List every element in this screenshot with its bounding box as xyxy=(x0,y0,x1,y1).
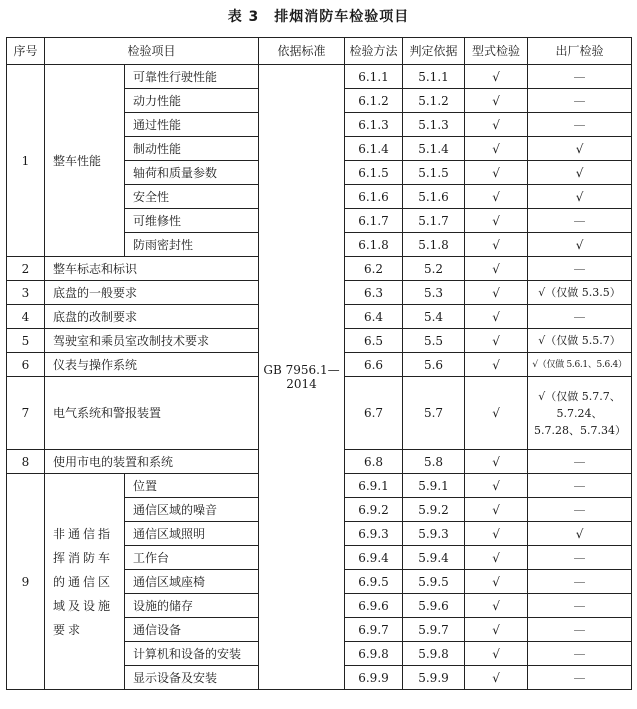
type-test-cell: √ xyxy=(465,474,528,498)
header-no: 序号 xyxy=(7,38,45,65)
factory-test-cell: — xyxy=(528,618,632,642)
method-cell: 6.4 xyxy=(345,305,403,329)
type-test-cell: √ xyxy=(465,522,528,546)
method-cell: 6.1.5 xyxy=(345,161,403,185)
basis-cell: 5.9.3 xyxy=(403,522,465,546)
item-cell: 安全性 xyxy=(125,185,259,209)
basis-cell: 5.1.1 xyxy=(403,65,465,89)
type-test-cell: √ xyxy=(465,594,528,618)
basis-cell: 5.9.7 xyxy=(403,618,465,642)
factory-test-cell: √ xyxy=(528,137,632,161)
method-cell: 6.1.3 xyxy=(345,113,403,137)
method-cell: 6.7 xyxy=(345,377,403,450)
method-cell: 6.2 xyxy=(345,257,403,281)
method-cell: 6.3 xyxy=(345,281,403,305)
basis-cell: 5.4 xyxy=(403,305,465,329)
item-cell: 显示设备及安装 xyxy=(125,666,259,690)
item-cell: 可维修性 xyxy=(125,209,259,233)
basis-cell: 5.1.2 xyxy=(403,89,465,113)
item-cell: 底盘的改制要求 xyxy=(45,305,259,329)
table-row xyxy=(7,65,632,89)
item-cell: 工作台 xyxy=(125,546,259,570)
type-test-cell: √ xyxy=(465,618,528,642)
table-title: 表 3 排烟消防车检验项目 xyxy=(227,9,410,25)
factory-test-cell: — xyxy=(528,642,632,666)
basis-cell: 5.1.3 xyxy=(403,113,465,137)
factory-test-cell: √（仅做 5.6.1、5.6.4） xyxy=(528,353,632,377)
type-test-cell: √ xyxy=(465,353,528,377)
type-test-cell: √ xyxy=(465,233,528,257)
method-cell: 6.9.9 xyxy=(345,666,403,690)
method-cell: 6.9.7 xyxy=(345,618,403,642)
basis-cell: 5.2 xyxy=(403,257,465,281)
item-cell: 位置 xyxy=(125,474,259,498)
factory-test-cell: √ xyxy=(528,522,632,546)
header-row xyxy=(7,38,632,65)
factory-test-cell: — xyxy=(528,113,632,137)
item-cell: 可靠性行驶性能 xyxy=(125,65,259,89)
method-cell: 6.5 xyxy=(345,329,403,353)
item-cell: 驾驶室和乘员室改制技术要求 xyxy=(45,329,259,353)
type-test-cell: √ xyxy=(465,666,528,690)
row-no: 8 xyxy=(7,450,45,474)
factory-test-cell: √ xyxy=(528,161,632,185)
method-cell: 6.9.3 xyxy=(345,522,403,546)
method-cell: 6.1.8 xyxy=(345,233,403,257)
factory-test-cell: — xyxy=(528,89,632,113)
item-cell: 通信区域座椅 xyxy=(125,570,259,594)
inspection-table xyxy=(6,37,632,690)
header-type-test: 型式检验 xyxy=(465,38,528,65)
item-cell: 计算机和设备的安装 xyxy=(125,642,259,666)
method-cell: 6.1.2 xyxy=(345,89,403,113)
basis-cell: 5.1.8 xyxy=(403,233,465,257)
basis-cell: 5.9.8 xyxy=(403,642,465,666)
type-test-cell: √ xyxy=(465,281,528,305)
type-test-cell: √ xyxy=(465,546,528,570)
item-cell: 通信设备 xyxy=(125,618,259,642)
factory-test-cell: — xyxy=(528,474,632,498)
type-test-cell: √ xyxy=(465,450,528,474)
item-cell: 防雨密封性 xyxy=(125,233,259,257)
method-cell: 6.1.1 xyxy=(345,65,403,89)
factory-test-cell: — xyxy=(528,666,632,690)
factory-test-cell: — xyxy=(528,570,632,594)
item-cell: 通信区域的噪音 xyxy=(125,498,259,522)
group-label: 非通信指挥消防车的通信区域及设施要求 xyxy=(45,474,125,690)
type-test-cell: √ xyxy=(465,65,528,89)
method-cell: 6.8 xyxy=(345,450,403,474)
factory-test-cell: — xyxy=(528,257,632,281)
item-cell: 轴荷和质量参数 xyxy=(125,161,259,185)
method-cell: 6.9.2 xyxy=(345,498,403,522)
header-factory-test: 出厂检验 xyxy=(528,38,632,65)
factory-test-cell: — xyxy=(528,450,632,474)
factory-test-cell: √（仅做 5.3.5） xyxy=(528,281,632,305)
factory-test-cell: √（仅做 5.7.7、5.7.24、5.7.28、5.7.34） xyxy=(528,377,632,450)
method-cell: 6.9.8 xyxy=(345,642,403,666)
row-no: 1 xyxy=(7,65,45,257)
item-cell: 仪表与操作系统 xyxy=(45,353,259,377)
item-cell: 通信区域照明 xyxy=(125,522,259,546)
factory-test-cell: √（仅做 5.5.7） xyxy=(528,329,632,353)
basis-cell: 5.5 xyxy=(403,329,465,353)
basis-cell: 5.9.2 xyxy=(403,498,465,522)
factory-test-cell: — xyxy=(528,546,632,570)
row-no: 3 xyxy=(7,281,45,305)
method-cell: 6.9.6 xyxy=(345,594,403,618)
item-cell: 整车标志和标识 xyxy=(45,257,259,281)
header-method: 检验方法 xyxy=(345,38,403,65)
basis-cell: 5.1.5 xyxy=(403,161,465,185)
type-test-cell: √ xyxy=(465,642,528,666)
method-cell: 6.6 xyxy=(345,353,403,377)
group-label: 整车性能 xyxy=(45,65,125,257)
factory-test-cell: √ xyxy=(528,233,632,257)
item-cell: 电气系统和警报装置 xyxy=(45,377,259,450)
header-item: 检验项目 xyxy=(45,38,259,65)
item-cell: 通过性能 xyxy=(125,113,259,137)
basis-cell: 5.1.6 xyxy=(403,185,465,209)
type-test-cell: √ xyxy=(465,377,528,450)
basis-cell: 5.9.5 xyxy=(403,570,465,594)
basis-cell: 5.9.4 xyxy=(403,546,465,570)
type-test-cell: √ xyxy=(465,185,528,209)
basis-cell: 5.1.7 xyxy=(403,209,465,233)
method-cell: 6.1.6 xyxy=(345,185,403,209)
row-no: 4 xyxy=(7,305,45,329)
basis-cell: 5.9.6 xyxy=(403,594,465,618)
basis-cell: 5.8 xyxy=(403,450,465,474)
item-cell: 使用市电的装置和系统 xyxy=(45,450,259,474)
item-cell: 设施的储存 xyxy=(125,594,259,618)
item-cell: 底盘的一般要求 xyxy=(45,281,259,305)
method-cell: 6.1.4 xyxy=(345,137,403,161)
type-test-cell: √ xyxy=(465,137,528,161)
basis-cell: 5.1.4 xyxy=(403,137,465,161)
row-no: 7 xyxy=(7,377,45,450)
type-test-cell: √ xyxy=(465,113,528,137)
type-test-cell: √ xyxy=(465,329,528,353)
row-no: 2 xyxy=(7,257,45,281)
item-cell: 动力性能 xyxy=(125,89,259,113)
row-no: 5 xyxy=(7,329,45,353)
factory-test-cell: — xyxy=(528,65,632,89)
basis-cell: 5.9.9 xyxy=(403,666,465,690)
basis-cell: 5.6 xyxy=(403,353,465,377)
type-test-cell: √ xyxy=(465,570,528,594)
type-test-cell: √ xyxy=(465,498,528,522)
factory-test-cell: — xyxy=(528,498,632,522)
header-standard: 依据标准 xyxy=(259,38,345,65)
row-no: 6 xyxy=(7,353,45,377)
method-cell: 6.9.5 xyxy=(345,570,403,594)
type-test-cell: √ xyxy=(465,161,528,185)
standard-cell: GB 7956.1—2014 xyxy=(259,65,345,690)
header-basis: 判定依据 xyxy=(403,38,465,65)
method-cell: 6.1.7 xyxy=(345,209,403,233)
row-no: 9 xyxy=(7,474,45,690)
factory-test-cell: √ xyxy=(528,185,632,209)
type-test-cell: √ xyxy=(465,209,528,233)
basis-cell: 5.7 xyxy=(403,377,465,450)
item-cell: 制动性能 xyxy=(125,137,259,161)
factory-test-cell: — xyxy=(528,209,632,233)
method-cell: 6.9.4 xyxy=(345,546,403,570)
type-test-cell: √ xyxy=(465,89,528,113)
basis-cell: 5.9.1 xyxy=(403,474,465,498)
type-test-cell: √ xyxy=(465,305,528,329)
method-cell: 6.9.1 xyxy=(345,474,403,498)
type-test-cell: √ xyxy=(465,257,528,281)
factory-test-cell: — xyxy=(528,305,632,329)
factory-test-cell: — xyxy=(528,594,632,618)
basis-cell: 5.3 xyxy=(403,281,465,305)
